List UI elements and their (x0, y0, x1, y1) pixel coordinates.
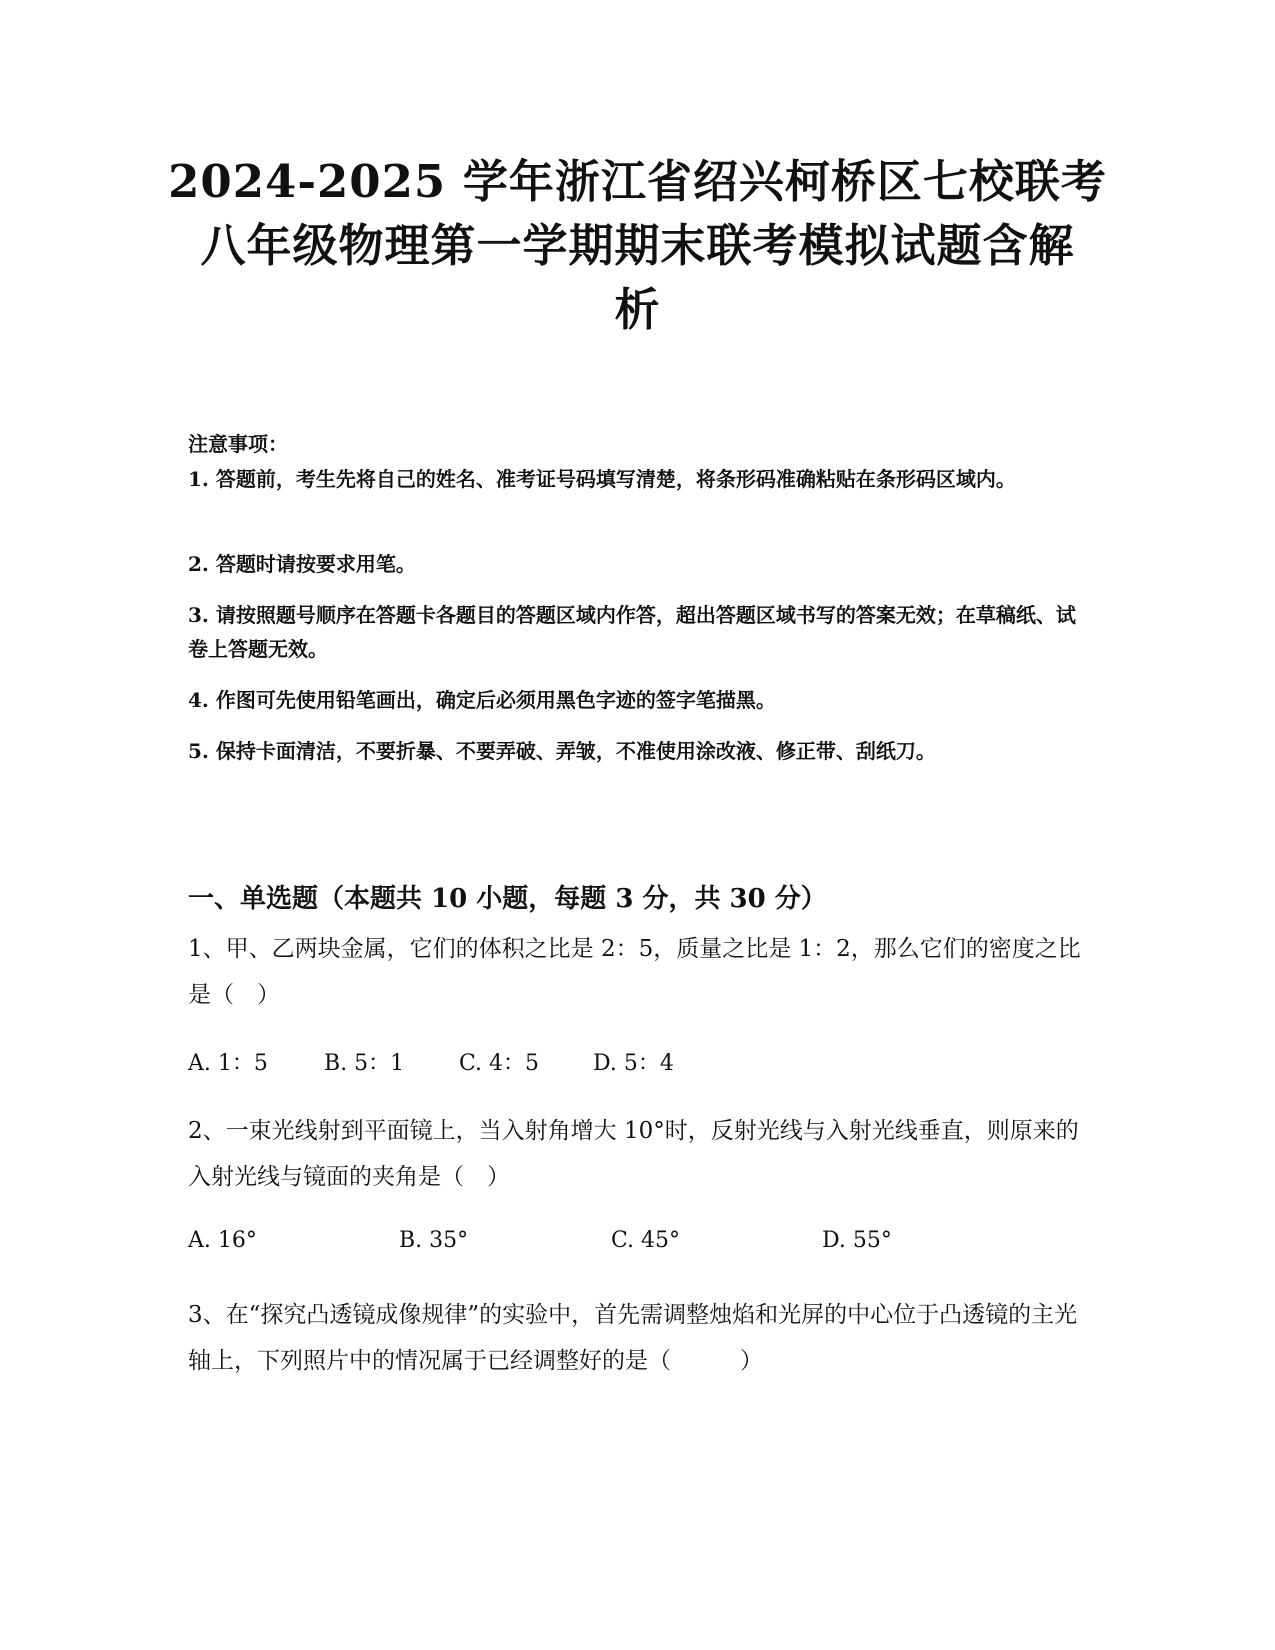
notice-heading: 注意事项： (188, 432, 288, 456)
section-title: 一、单选题（本题共 10 小题，每题 3 分，共 30 分） (188, 884, 827, 914)
option-d: D. 55° (822, 1228, 892, 1253)
title-line-3: 析 (614, 283, 661, 336)
option-a: A. 16° (188, 1228, 257, 1253)
document-title (150, 150, 1125, 342)
option-b: B. 5：1 (324, 1051, 405, 1076)
option-b: B. 35° (399, 1228, 469, 1253)
notice-item: 2. 答题时请按要求用笔。 (188, 552, 416, 576)
question-2-text: 2、一束光线射到平面镜上，当入射角增大 10°时，反射光线与入射光线垂直，则原来的入射光线与镜面的夹角是（ ） (188, 1118, 1079, 1190)
notice-item: 1. 答题前，考生先将自己的姓名、准考证号码填写清楚，将条形码准确粘贴在条形码区域内。 (188, 467, 1016, 491)
option-c: C. 4：5 (459, 1051, 540, 1076)
option-d: D. 5：4 (593, 1051, 674, 1076)
title-line-1: 2024-2025 学年浙江省绍兴柯桥区七校联考 (168, 155, 1107, 208)
notice-item: 3. 请按照题号顺序在答题卡各题目的答题区域内作答，超出答题区域书写的答案无效；在草稿纸、试卷上答题无效。 (188, 603, 1076, 661)
option-c: C. 45° (611, 1228, 681, 1253)
question-3-text: 3、在“探究凸透镜成像规律”的实验中，首先需调整烛焰和光屏的中心位于凸透镜的主光轴上，下列照片中的情况属于已经调整好的是（ ） (188, 1302, 1078, 1374)
question-1-text: 1、甲、乙两块金属，它们的体积之比是 2：5，质量之比是 1：2，那么它们的密度之比是（ ） (188, 936, 1081, 1008)
notice-item: 5. 保持卡面清洁，不要折暴、不要弄破、弄皱，不准使用涂改液、修正带、刮纸刀。 (188, 739, 936, 763)
option-a: A. 1：5 (188, 1051, 268, 1076)
notice-item: 4. 作图可先使用铅笔画出，确定后必须用黑色字迹的签字笔描黑。 (188, 688, 776, 712)
title-line-2: 八年级物理第一学期期末联考模拟试题含解 (200, 219, 1075, 272)
